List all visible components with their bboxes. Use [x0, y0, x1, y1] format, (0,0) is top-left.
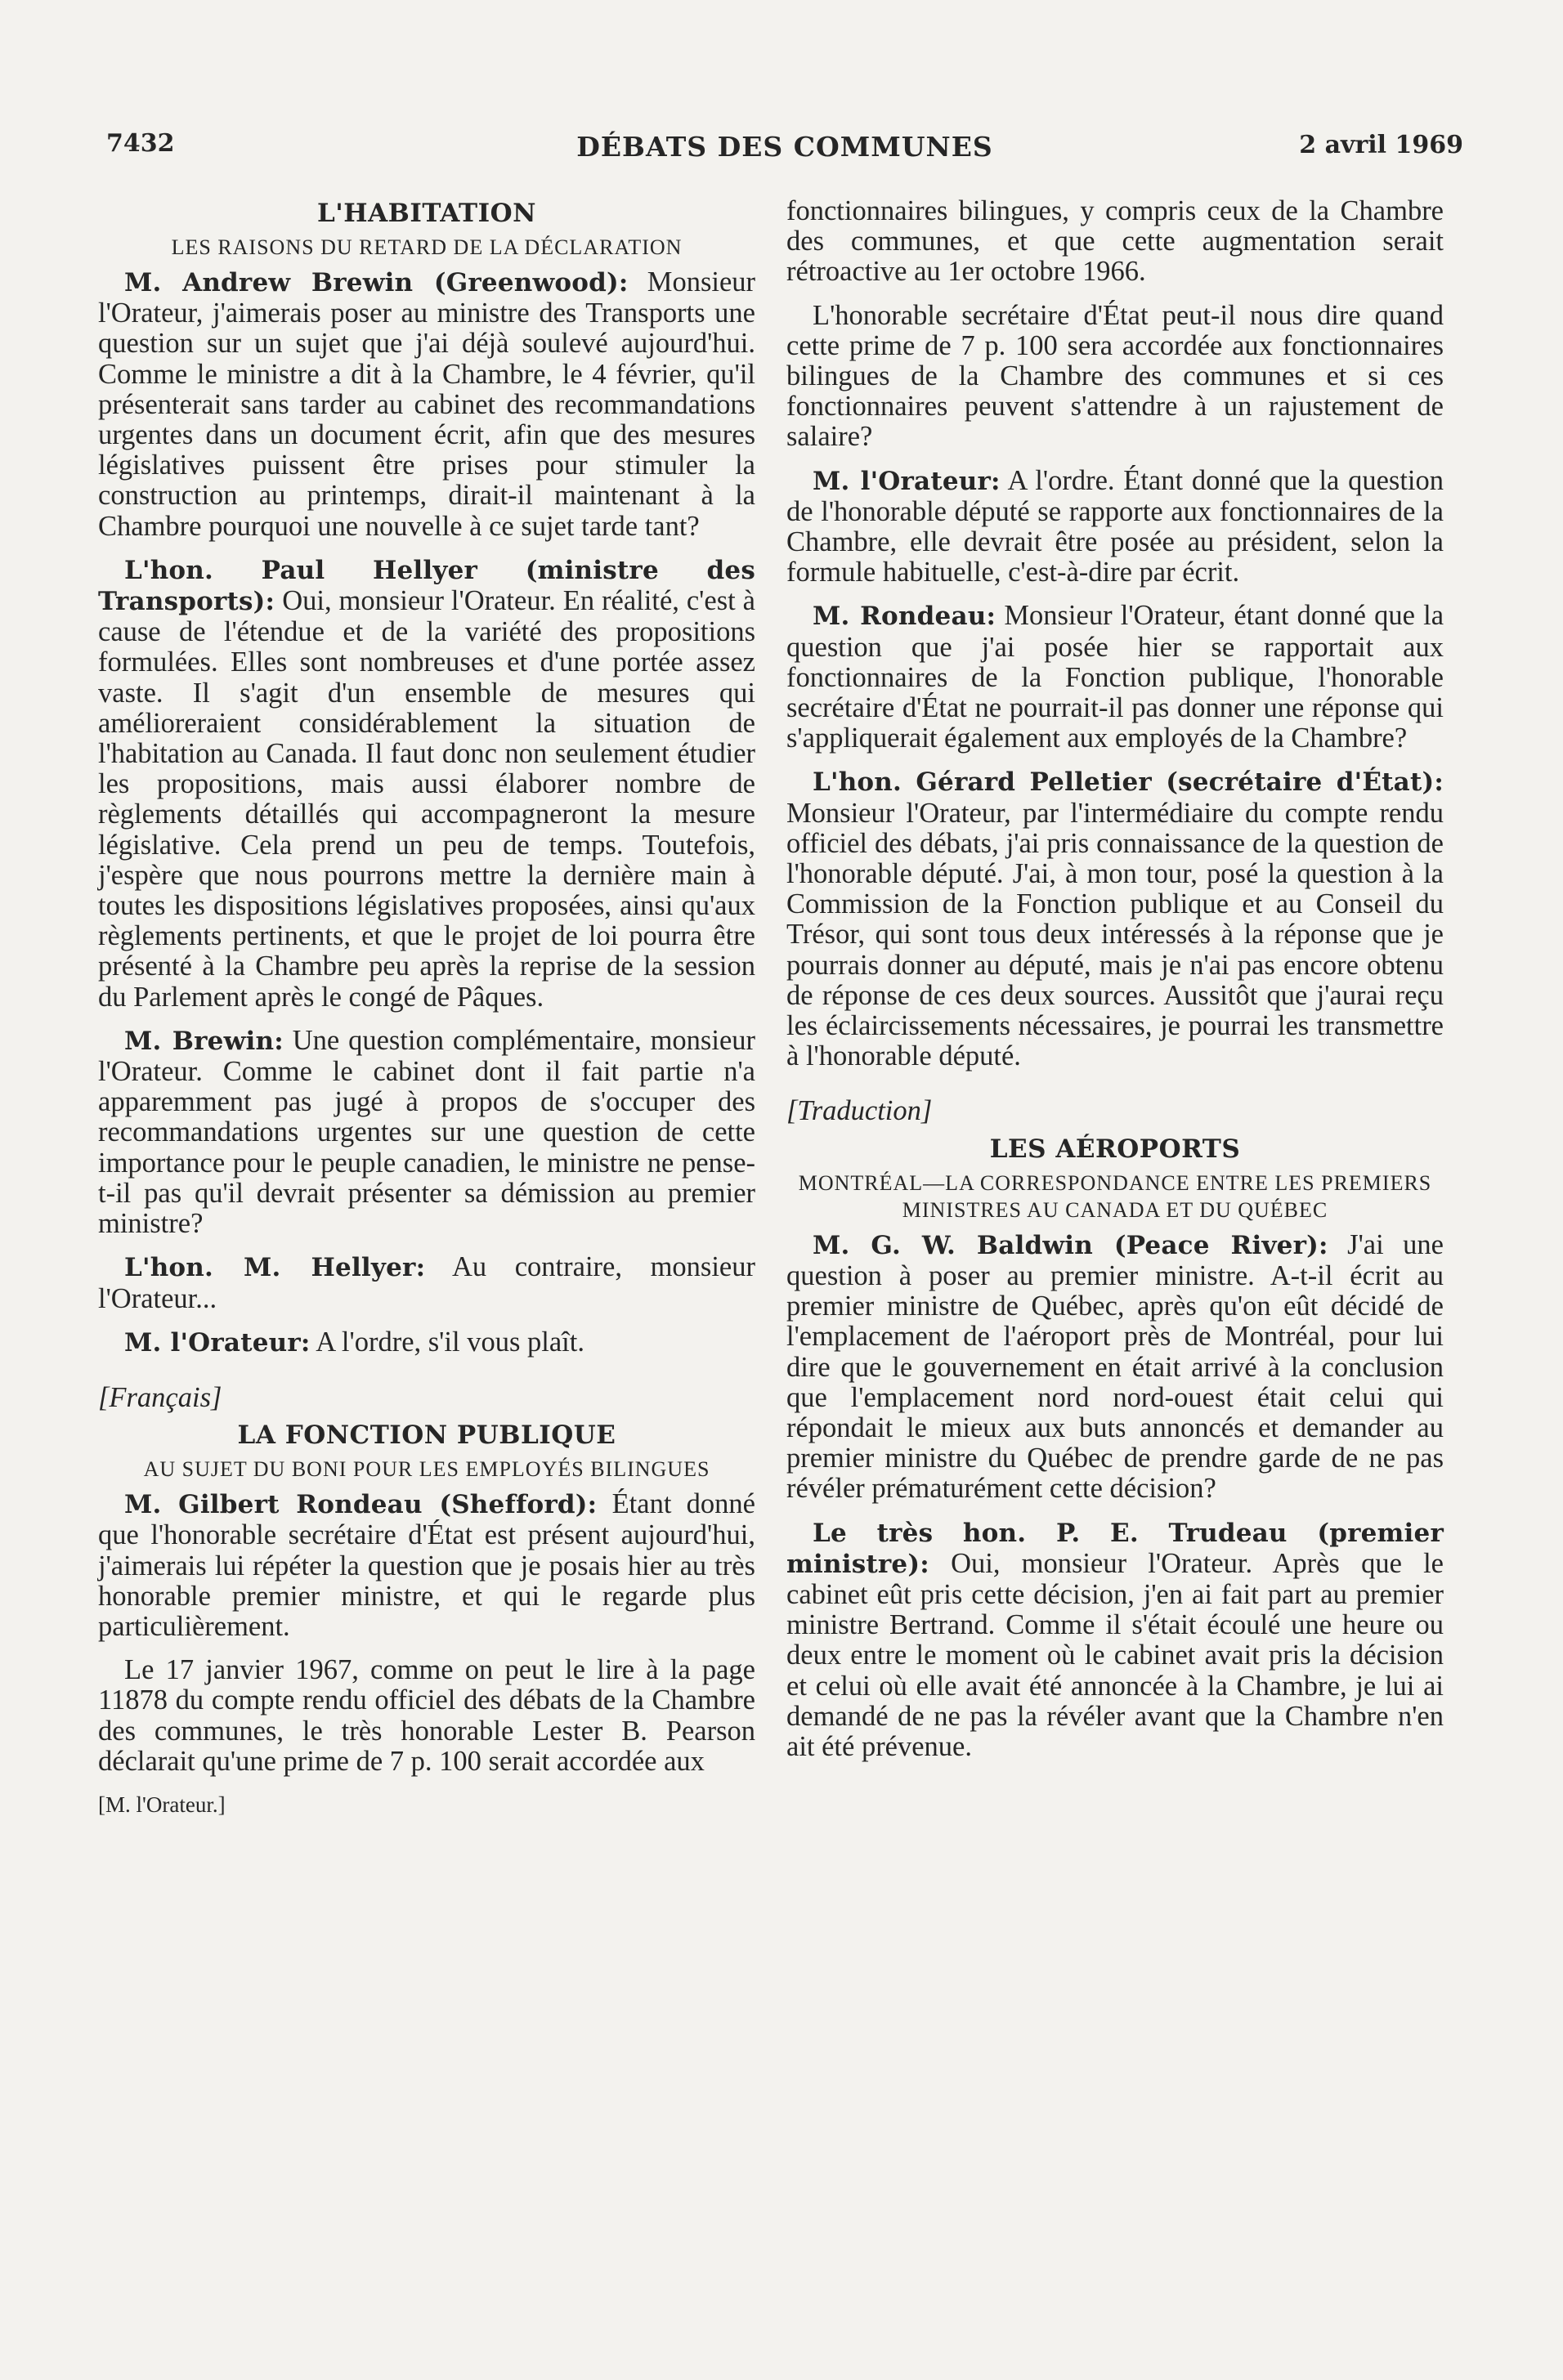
section-aeroports	[786, 1096, 1444, 1762]
section-title: LES AÉROPORTS	[989, 1134, 1241, 1164]
speech-text: Au contraire, monsieur l'Orateur...	[98, 1251, 755, 1314]
speaker-name: M. l'Orateur:	[124, 1327, 311, 1358]
speech-text: A l'ordre. Étant donné que la question de l'honorable député se rapporte aux fonctionnaires de la Chambre, elle devrait être posée au président, selon la formule habituelle, c'est-à-dire par écrit.	[786, 464, 1444, 588]
speech-paragraph	[98, 1489, 755, 1642]
speaker-name: M. Brewin:	[124, 1026, 284, 1056]
page-date: 2 avril 1969	[1299, 131, 1463, 159]
speech-paragraph	[98, 1327, 755, 1358]
speech-paragraph	[786, 1518, 1444, 1763]
speaker-name: M. Gilbert Rondeau (Shefford):	[124, 1490, 598, 1520]
right-column	[786, 196, 1444, 1775]
speaker-name: L'hon. M. Hellyer:	[124, 1253, 426, 1283]
section-title: LA FONCTION PUBLIQUE	[237, 1420, 616, 1451]
section-subtitle: LES RAISONS DU RETARD DE LA DÉCLARATION	[171, 235, 683, 259]
speech-text: Une question complémentaire, monsieur l'Orateur. Comme le cabinet dont il fait partie n'a apparemment pas jugé à propos de s'occuper des recommandations urgentes sur une question de cette importance pour le peuple canadien, le ministre ne pense-t-il pas qu'il devrait présenter sa démission au premier ministre?	[98, 1024, 755, 1240]
page-header	[106, 129, 1463, 170]
left-column	[98, 196, 755, 1820]
speech-paragraph	[786, 1230, 1444, 1505]
speech-text: Étant donné que l'honorable secrétaire d'État est présent aujourd'hui, j'aimerais lui répéter la question que je posais hier au très honorable premier ministre, et qui le regarde plus particulièrement.	[98, 1488, 755, 1642]
speech-text: Monsieur l'Orateur, j'aimerais poser au ministre des Transports une question sur un sujet que j'ai déjà soulevé aujourd'hui. Comme le ministre a dit à la Chambre, le 4 février, qu'il présenterait sans tarder au cabinet des recommandations urgentes dans un document écrit, afin que des mesures législatives puissent être prises pour stimuler la construction au printemps, dirait-il maintenant à la Chambre pourquoi une nouvelle à ce sujet tarde tant?	[98, 266, 756, 542]
section-fonction-publique	[98, 1383, 755, 1777]
section-subtitle: AU SUJET DU BONI POUR LES EMPLOYÉS BILINGUES	[143, 1457, 710, 1482]
speech-text: J'ai une question à poser au premier ministre. A-t-il écrit au premier ministre de Québec, après qu'on eût décidé de l'emplacement de l'aéroport près de Montréal, pour lui dire que le gouvernement en était arrivé à la conclusion que l'emplacement nord nord-ouest était celui qui répondait le mieux aux buts annoncés et demander au premier ministre du Québec de prendre garde de ne pas révéler prématurément cette décision?	[786, 1228, 1444, 1505]
speech-text: Monsieur l'Orateur, étant donné que la question que j'ai posée hier se rapportait aux fonctionnaires de la Fonction publique, l'honorable secrétaire d'État ne pourrait-il pas donner une réponse qui s'appliquerait également aux employés de la Chambre?	[786, 600, 1444, 754]
speech-paragraph	[786, 301, 1444, 453]
speech-paragraph	[98, 555, 755, 1013]
speaker-name: L'hon. Paul Hellyer (ministre des Transports):	[98, 555, 755, 617]
section-subtitle: MONTRÉAL—LA CORRESPONDANCE ENTRE LES PREMIERS MINISTRES AU CANADA ET DU QUÉBEC	[798, 1170, 1432, 1222]
speaker-name: M. G. W. Baldwin (Peace River):	[813, 1230, 1328, 1260]
page-number: 7432	[106, 129, 175, 158]
speech-paragraph	[98, 267, 755, 542]
section-title: L'HABITATION	[317, 199, 536, 228]
speaker-name: Le très hon. P. E. Trudeau (premier ministre):	[786, 1518, 1444, 1579]
speech-paragraph	[786, 601, 1444, 754]
speech-paragraph	[786, 767, 1444, 1071]
speech-paragraph	[786, 196, 1444, 288]
speaker-name: M. Rondeau:	[813, 602, 996, 632]
speech-paragraph	[98, 1252, 755, 1313]
speaker-name: M. Andrew Brewin (Greenwood):	[124, 268, 629, 298]
language-tag: [Français]	[98, 1381, 222, 1413]
footer-note: [M. l'Orateur.]	[98, 1792, 226, 1817]
speech-text: A l'ordre, s'il vous plaît.	[316, 1326, 584, 1358]
speech-paragraph	[786, 466, 1444, 588]
running-title: DÉBATS DES COMMUNES	[576, 131, 993, 163]
speech-text: L'honorable secrétaire d'État peut-il nous dire quand cette prime de 7 p. 100 sera accordée aux fonctionnaires bilingues de la Chambre des communes et si ces fonctionnaires peuvent s'attendre à un rajustement de salaire?	[786, 299, 1444, 453]
speech-text: fonctionnaires bilingues, y compris ceux de la Chambre des communes, et que cette augmentation serait rétroactive au 1er octobre 1966.	[786, 195, 1444, 288]
speech-text: Monsieur l'Orateur, par l'intermédiaire du compte rendu officiel des débats, j'ai pris connaissance de la question de l'honorable député. J'ai, à mon tour, posé la question à la Commission de la Fonction publique et au Conseil du Trésor, qui sont tous deux intéressés à la réponse que je pourrais donner au député, mais je n'ai pas encore obtenu de réponse de ces deux sources. Aussitôt que j'aurai reçu les éclaircissements nécessaires, je pourrai les transmettre à l'honorable député.	[786, 797, 1444, 1072]
section-fonction-publique-cont	[786, 196, 1444, 1071]
speech-paragraph	[98, 1026, 755, 1239]
speaker-name: M. l'Orateur:	[813, 466, 1001, 496]
speaker-name: L'hon. Gérard Pelletier (secrétaire d'État):	[813, 767, 1444, 798]
speech-paragraph	[98, 1655, 755, 1777]
speech-text: Le 17 janvier 1967, comme on peut le lire à la page 11878 du compte rendu officiel des débats de la Chambre des communes, le très honorable Lester B. Pearson déclarait qu'une prime de 7 p. 100 serait accordée aux	[98, 1654, 755, 1777]
speech-text: Oui, monsieur l'Orateur. Après que le cabinet eût pris cette décision, j'en ai fait part au premier ministre Bertrand. Comme il s'était écoulé une heure ou deux entre le moment où le cabinet avait pris la décision et celui où elle avait été annoncée à la Chambre, je lui ai demandé de ne pas la révéler avant que la Chambre n'en ait été prévenue.	[786, 1547, 1444, 1762]
language-tag: [Traduction]	[786, 1095, 933, 1127]
speech-text: Oui, monsieur l'Orateur. En réalité, c'est à cause de l'étendue et de la variété des propositions formulées. Elles sont nombreuses et d'une portée assez vaste. Il s'agit d'un ensemble de mesures qui amélioreraient considérablement la situation de l'habitation au Canada. Il faut donc non seulement étudier les propositions, mais aussi élaborer nombre de règlements détaillés qui accompagneront la mesure législative. Cela prend un peu de temps. Toutefois, j'espère que nous pourrons mettre la dernière main à toutes les dispositions législatives proposées, ainsi qu'aux règlements pertinents, et que le projet de loi pourra être présenté à la Chambre peu après la reprise de la session du Parlement après le congé de Pâques.	[98, 585, 755, 1013]
section-habitation	[98, 196, 755, 1358]
